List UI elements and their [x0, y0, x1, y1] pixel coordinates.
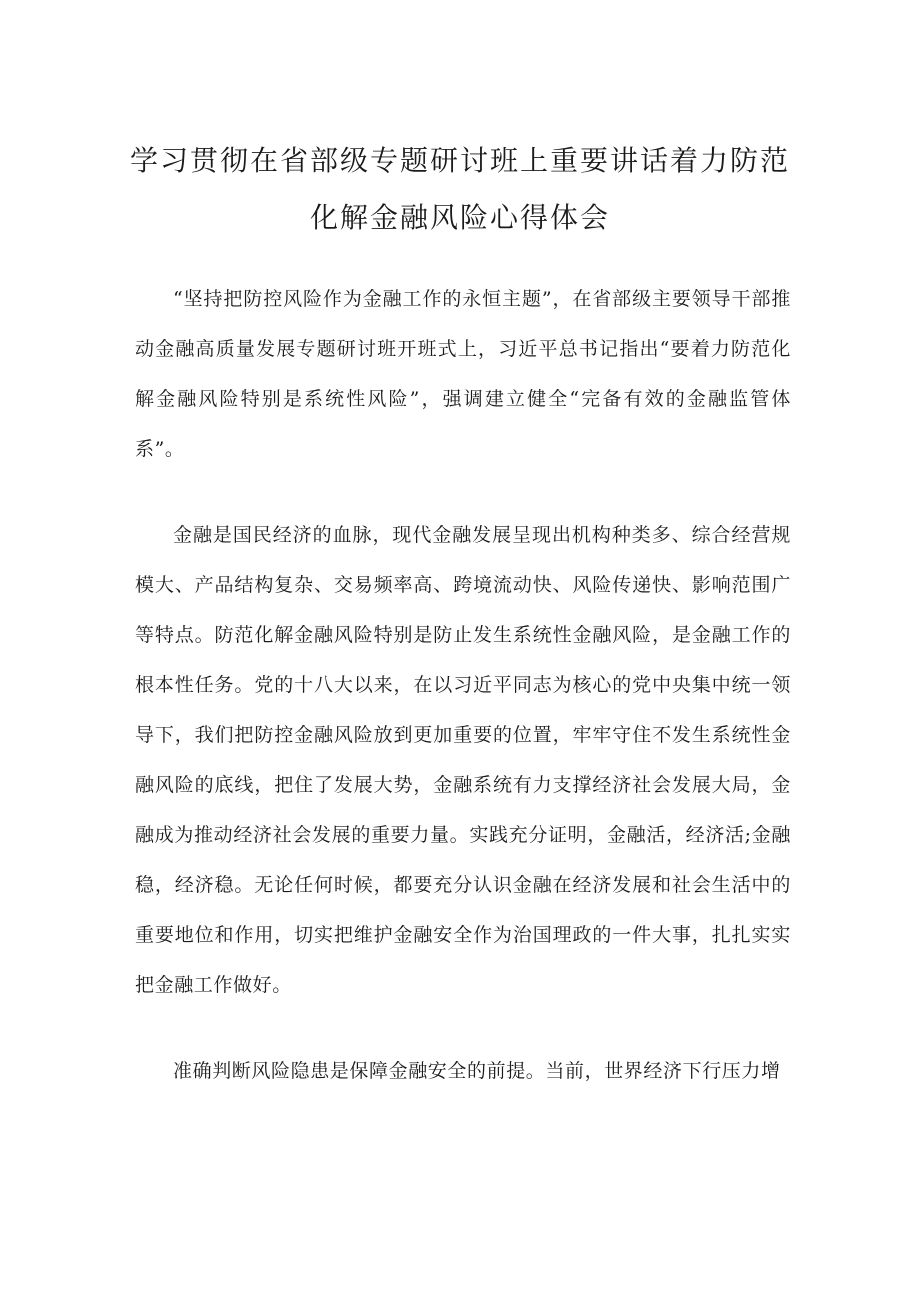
paragraph-2: 金融是国民经济的血脉，现代金融发展呈现出机构种类多、综合经营规模大、产品结构复杂、交易频率高、跨境流动快、风险传递快、影响范围广等特点。防范化解金融风险特别是防止发生系统性金融风险，是金融工作的根本性任务。党的十八大以来，在以习近平同志为核心的党中央集中统一领导下，我们把防控金融风险放到更加重要的位置，牢牢守住不发生系统性金融风险的底线，把住了发展大势，金融系统有力支撑经济社会发展大局，金融成为推动经济社会发展的重要力量。实践充分证明，金融活，经济活;金融稳，经济稳。无论任何时候，都要充分认识金融在经济发展和社会生活中的重要地位和作用，切实把维护金融安全作为治国理政的一件大事，扎扎实实把金融工作做好。: [135, 524, 791, 996]
paragraph-3: 准确判断风险隐患是保障金融安全的前提。当前，世界经济下行压力增: [173, 1060, 781, 1082]
document-body: [135, 274, 791, 1132]
document-title: [120, 132, 800, 246]
title-line-2: 化解金融风险心得体会: [309, 201, 610, 234]
paragraph-1: “坚持把防控风险作为金融工作的永恒主题”，在省部级主要领导干部推动金融高质量发展专题研讨班开班式上，习近平总书记指出“要着力防范化解金融风险特别是系统性风险”，强调建立健全“完备有效的金融监管体系”。: [135, 288, 791, 460]
title-line-1: 学习贯彻在省部级专题研讨班上重要讲话着力防范: [129, 144, 790, 177]
